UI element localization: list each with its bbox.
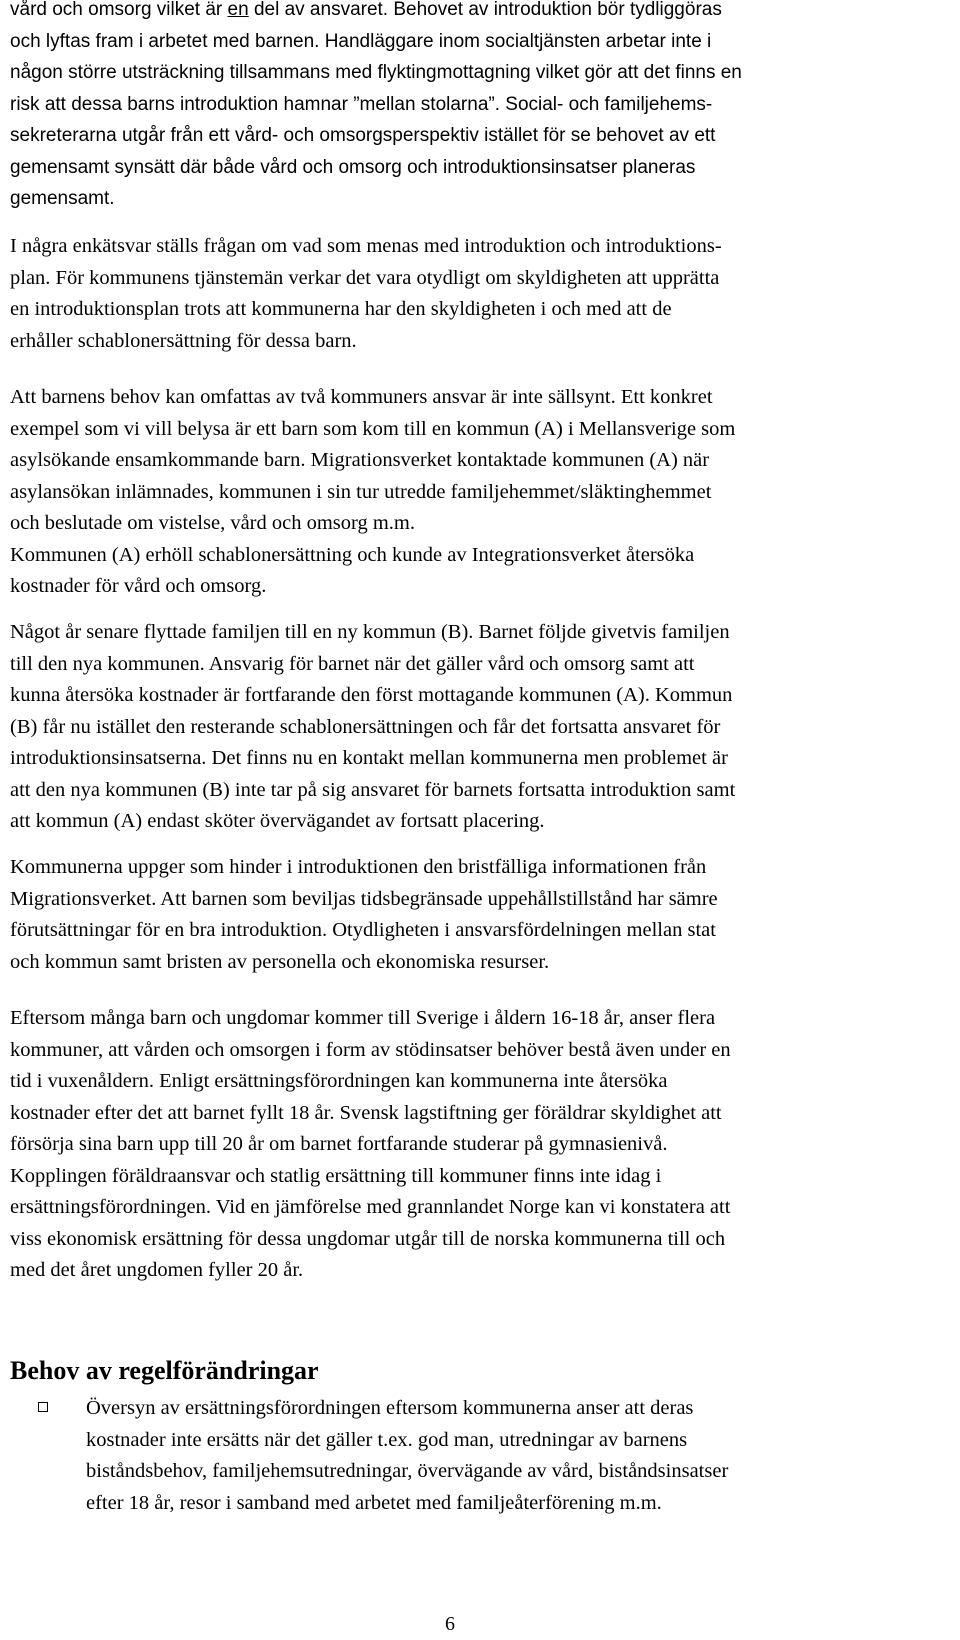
text-line: försörja sina barn upp till 20 år om barnet fortfarande studerar på gymnasienivå. — [10, 1133, 668, 1155]
text-line: tid i vuxenåldern. Enligt ersättningsförordningen kan kommunerna inte återsöka — [10, 1070, 668, 1092]
paragraph-survey-answers — [10, 231, 950, 357]
text-line: Kommunerna uppger som hinder i introduktionen den bristfälliga informationen från — [10, 856, 707, 878]
paragraph-family-moved — [10, 617, 950, 838]
text-line: kostnader för vård och omsorg. — [10, 575, 267, 597]
text-line: och beslutade om vistelse, vård och omsorg m.m. — [10, 512, 415, 534]
text-line: kostnader efter det att barnet fyllt 18 år. Svensk lagstiftning ger föräldrar skyldighet att — [10, 1101, 722, 1124]
text-line: och kommun samt bristen av personella och ekonomiska resurser. — [10, 950, 550, 973]
text-line: Översyn av ersättningsförordningen eftersom kommunerna anser att deras — [86, 1397, 694, 1419]
text-line: någon större utsträckning tillsammans med flyktingmottagning vilket gör att det finns en — [10, 62, 742, 83]
text-line: Eftersom många barn och ungdomar kommer till Sverige i åldern 16-18 år, anser flera — [10, 1007, 716, 1029]
text-line: kunna återsöka kostnader är fortfarande den först mottagande kommunen (A). Kommun — [10, 684, 733, 706]
paragraph-intro-continuation — [10, 0, 950, 215]
text-run: del av ansvaret. Behovet av introduktion bör tydliggöras — [248, 0, 722, 20]
text-line: introduktionsinsatserna. Det finns nu en kontakt mellan kommunerna men problemet är — [10, 747, 728, 769]
text-line: ersättningsförordningen. Vid en jämförelse med grannlandet Norge kan vi konstatera att — [10, 1196, 731, 1218]
paragraph-obstacles — [10, 852, 950, 978]
text-line: till den nya kommunen. Ansvarig för barnet när det gäller vård och omsorg samt att — [10, 652, 695, 675]
text-line: Kommunen (A) erhöll schablonersättning och kunde av Integrationsverket återsöka — [10, 543, 695, 566]
page-number: 6 — [445, 1613, 455, 1635]
text-line: efter 18 år, resor i samband med arbetet med familjeåterförening m.m. — [86, 1491, 662, 1514]
text-line: biståndsbehov, familjehemsutredningar, övervägande av vård, biståndsinsatser — [86, 1460, 729, 1482]
text-line: kostnader inte ersätts när det gäller t.ex. god man, utredningar av barnens — [86, 1428, 688, 1451]
text-line: med det året ungdomen fyller 20 år. — [10, 1259, 304, 1281]
text-line: att den nya kommunen (B) inte tar på sig ansvaret för barnets fortsatta introduktion samt — [10, 778, 736, 801]
text-line: gemensamt. — [10, 188, 115, 209]
text-line: asylansökan inlämnades, kommunen i sin tur utredde familjehemmet/släktinghemmet — [10, 480, 712, 503]
text-line: kommuner, att vården och omsorgen i form av stödinsatser behöver bestå även under en — [10, 1038, 731, 1061]
text-line — [10, 0, 950, 26]
text-line: asylsökande ensamkommande barn. Migrationsverket kontaktade kommunen (A) när — [10, 449, 710, 471]
section-heading: Behov av regelförändringar — [10, 1356, 319, 1385]
text-line: och lyftas fram i arbetet med barnen. Handläggare inom socialtjänsten arbetar inte i — [10, 30, 712, 52]
text-line: förutsättningar för en bra introduktion. Otydligheten i ansvarsfördelningen mellan stat — [10, 919, 716, 941]
text-line: Något år senare flyttade familjen till en ny kommun (B). Barnet följde givetvis familjen — [10, 621, 730, 643]
text-line: risk att dessa barns introduktion hamnar ”mellan stolarna”. Social- och familjehems- — [10, 93, 713, 115]
text-line: (B) får nu istället den resterande schablonersättningen och får det fortsatta ansvaret för — [10, 715, 721, 738]
checkbox-bullet-icon — [38, 1402, 48, 1412]
text-line: Att barnens behov kan omfattas av två kommuners ansvar är inte sällsynt. Ett konkret — [10, 386, 713, 408]
text-line: erhåller schablonersättning för dessa barn. — [10, 329, 357, 352]
text-line: en introduktionsplan trots att kommunerna har den skyldigheten i och med att de — [10, 298, 672, 320]
text-line: exempel som vi vill belysa är ett barn som kom till en kommun (A) i Mellansverige som — [10, 417, 736, 440]
text-line: viss ekonomisk ersättning för dessa ungdomar utgår till de norska kommunerna till och — [10, 1227, 726, 1250]
text-line: plan. För kommunens tjänstemän verkar det vara otydligt om skyldigheten att upprätta — [10, 266, 720, 289]
text-run: vård och omsorg vilket är — [10, 0, 228, 20]
underlined-word: en — [227, 0, 249, 20]
paragraph-youth-16-18 — [10, 1003, 950, 1287]
paragraph-two-municipalities-example — [10, 382, 950, 603]
bullet-text — [86, 1393, 728, 1519]
text-line: att kommun (A) endast sköter övervägandet av fortsatt placering. — [10, 810, 545, 832]
text-line: Kopplingen föräldraansvar och statlig ersättning till kommuner finns inte idag i — [10, 1164, 662, 1187]
text-line: sekreterarna utgår från ett vård- och omsorgsperspektiv istället för se behovet av ett — [10, 125, 716, 146]
text-line: gemensamt synsätt där både vård och omsorg och introduktionsinsatser planeras — [10, 156, 696, 178]
text-line: Migrationsverket. Att barnen som beviljas tidsbegränsade uppehållstillstånd har sämre — [10, 887, 718, 910]
text-line: I några enkätsvar ställs frågan om vad som menas med introduktion och introduktions- — [10, 235, 722, 257]
